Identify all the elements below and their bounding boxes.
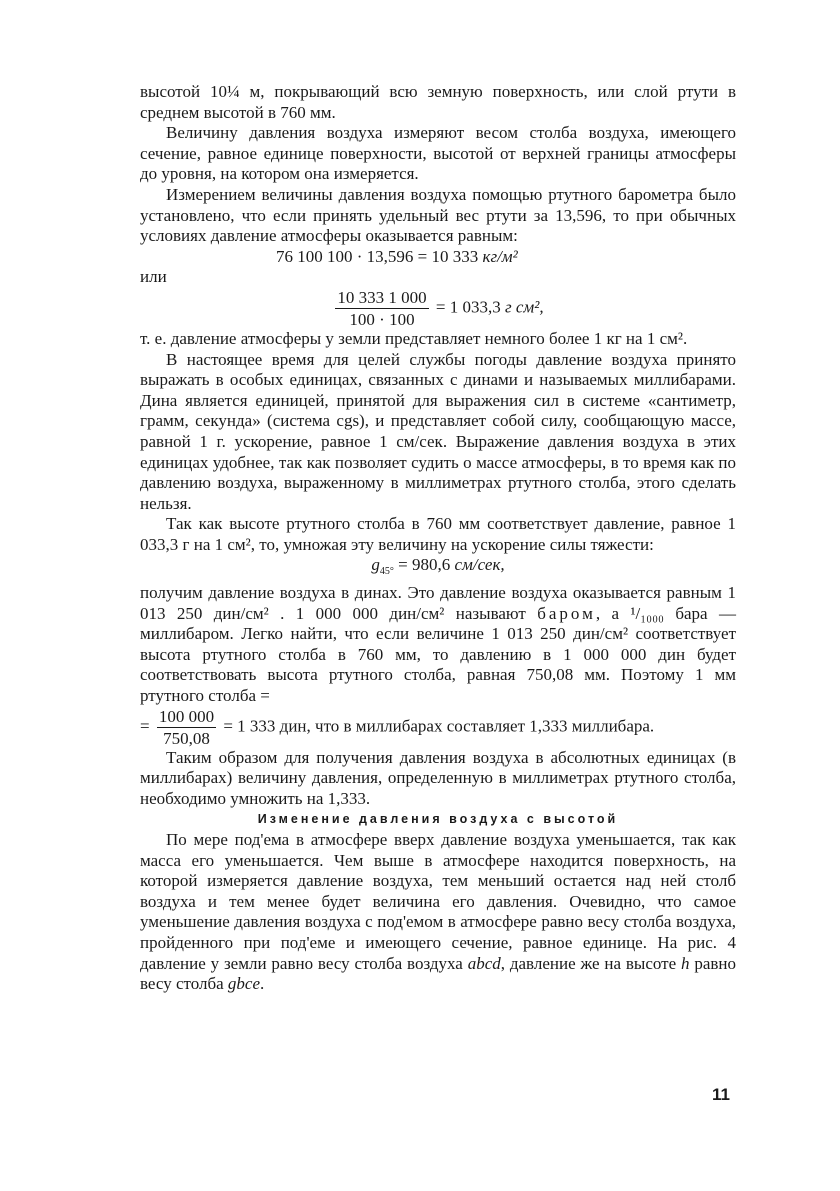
equation-3 xyxy=(140,555,736,583)
fraction-one-thousandth: ¹/₁₀₀₀ xyxy=(630,603,664,623)
section-heading: Изменение давления воздуха с высотой xyxy=(257,812,619,827)
paragraph-7-part-c: бара — миллибаром. Легко найти, что если величине 1 013 250 дин/см² соответствует высота ртутного столба в 760 мм, то давлению в 1 000 000 дин будет соответствовать высота ртутного столба, равная 750,08 мм. Поэтому 1 мм ртутного столба = xyxy=(140,603,736,706)
page-number: 11 xyxy=(712,1085,730,1104)
paragraph-7-part-b: , а xyxy=(595,603,620,623)
label-abcd: abcd xyxy=(467,953,501,973)
label-h: h xyxy=(681,953,690,973)
equation-3-rhs: = 980,6 xyxy=(398,555,451,575)
paragraph-10-part-a: По мере под'ема в атмосфере вверх давление воздуха уменьшается, так как масса его уменьшается. Чем выше в атмосфере находится поверхность, на которой измеряется давление воздуха, тем меньший остается над ней столб воздуха и тем менее будет величина его давления. Очевидно, что самое уменьшение давления воздуха с под'емом в атмосфере равно весу столба воздуха, пройденного при под'еме и имеющего сечение, равное единице. На рис. 4 давление у земли равно весу столба воздуха xyxy=(140,830,736,973)
paragraph-10-part-b: , давление же на высоте xyxy=(500,953,677,973)
equation-2-rhs: = 1 033,3 xyxy=(435,297,501,317)
equation-2-numerator: 10 333 1 000 xyxy=(337,287,427,307)
paragraph-5: В настоящее время для целей службы погоды давление воздуха принято выражать в особых единицах, связанных с динами и называемых миллибарами. Дина является единицей, принятой для выражения сил в системе «сантиметр, грамм, секунда» (система cgs), и представляет собой силу, сообщающую массе, равной 1 г. ускорение, равное 1 см/сек. Выражение давления воздуха в этих единицах удобнее, так как позволяет судить о массе атмосферы, в то время как по давлению воздуха, выраженному в миллиметрах ртутного столба, этого сделать нельзя. xyxy=(140,349,736,513)
word-ili: или xyxy=(140,267,167,287)
equation-3-subscript: 45° xyxy=(379,566,394,578)
paragraph-10-part-c: равно весу столба xyxy=(140,953,737,994)
equation-1-lhs: 76 100 100 · 13,596 = 10 333 xyxy=(276,246,479,266)
paragraph-9: Таким образом для получения давления воздуха в абсолютных единицах (в миллибарах) величину давления, определенную в миллиметрах ртутного столба, необходимо умножить на 1,333. xyxy=(140,747,736,808)
equation-1-unit: кг/м² xyxy=(482,246,518,266)
paragraph-7 xyxy=(140,583,736,707)
paragraph-10 xyxy=(140,830,736,995)
paragraph-8 xyxy=(140,707,736,748)
equation-3-unit: см/сек, xyxy=(454,555,505,575)
equation-2 xyxy=(140,288,736,329)
paragraph-3: Измерением величины давления воздуха помощью ртутного барометра было установлено, что если принять удельный вес ртути за 13,596, то при обычных условиях давление атмосферы оказывается равным: xyxy=(140,184,736,246)
paragraph-8-denominator: 750,08 xyxy=(163,728,210,748)
equation-2-fraction xyxy=(335,288,428,329)
paragraph-8-fraction xyxy=(157,707,216,748)
paragraph-6: Так как высоте ртутного столба в 760 мм соответствует давление, равное 1 033,3 г на 1 см², то, умножая эту величину на ускорение силы тяжести: xyxy=(140,514,736,554)
paragraph-8-text: = 1 333 дин, что в миллибарах составляет 1,333 миллибара. xyxy=(223,716,655,736)
equation-2-denominator: 100 · 100 xyxy=(349,309,415,329)
paragraph-7-part-a: получим давление воздуха в динах. Это давление воздуха оказывается равным 1 013 250 дин/см² . 1 000 000 дин/см² называют xyxy=(140,583,736,623)
label-gbce: gbce xyxy=(227,974,261,994)
paragraph-8-numerator: 100 000 xyxy=(158,706,215,726)
page-text xyxy=(140,82,736,995)
equation-1 xyxy=(140,247,736,268)
paragraph-8-lead: = xyxy=(140,716,150,736)
equation-2-unit: г см², xyxy=(504,297,544,317)
paragraph-1: высотой 10¼ м, покрывающий всю земную поверхность, или слой ртути в среднем высотой в 760 мм. xyxy=(140,82,736,122)
equation-3-g: g xyxy=(371,555,380,575)
paragraph-10-part-d: . xyxy=(260,974,265,994)
word-barom: баром xyxy=(537,603,596,623)
paragraph-4: т. е. давление атмосферы у земли представляет немного более 1 кг на 1 см². xyxy=(140,328,688,348)
paragraph-2: Величину давления воздуха измеряют весом столба воздуха, имеющего сечение, равное единице поверхности, высотой от верхней границы атмосферы до уровня, на котором она измеряется. xyxy=(140,123,736,184)
